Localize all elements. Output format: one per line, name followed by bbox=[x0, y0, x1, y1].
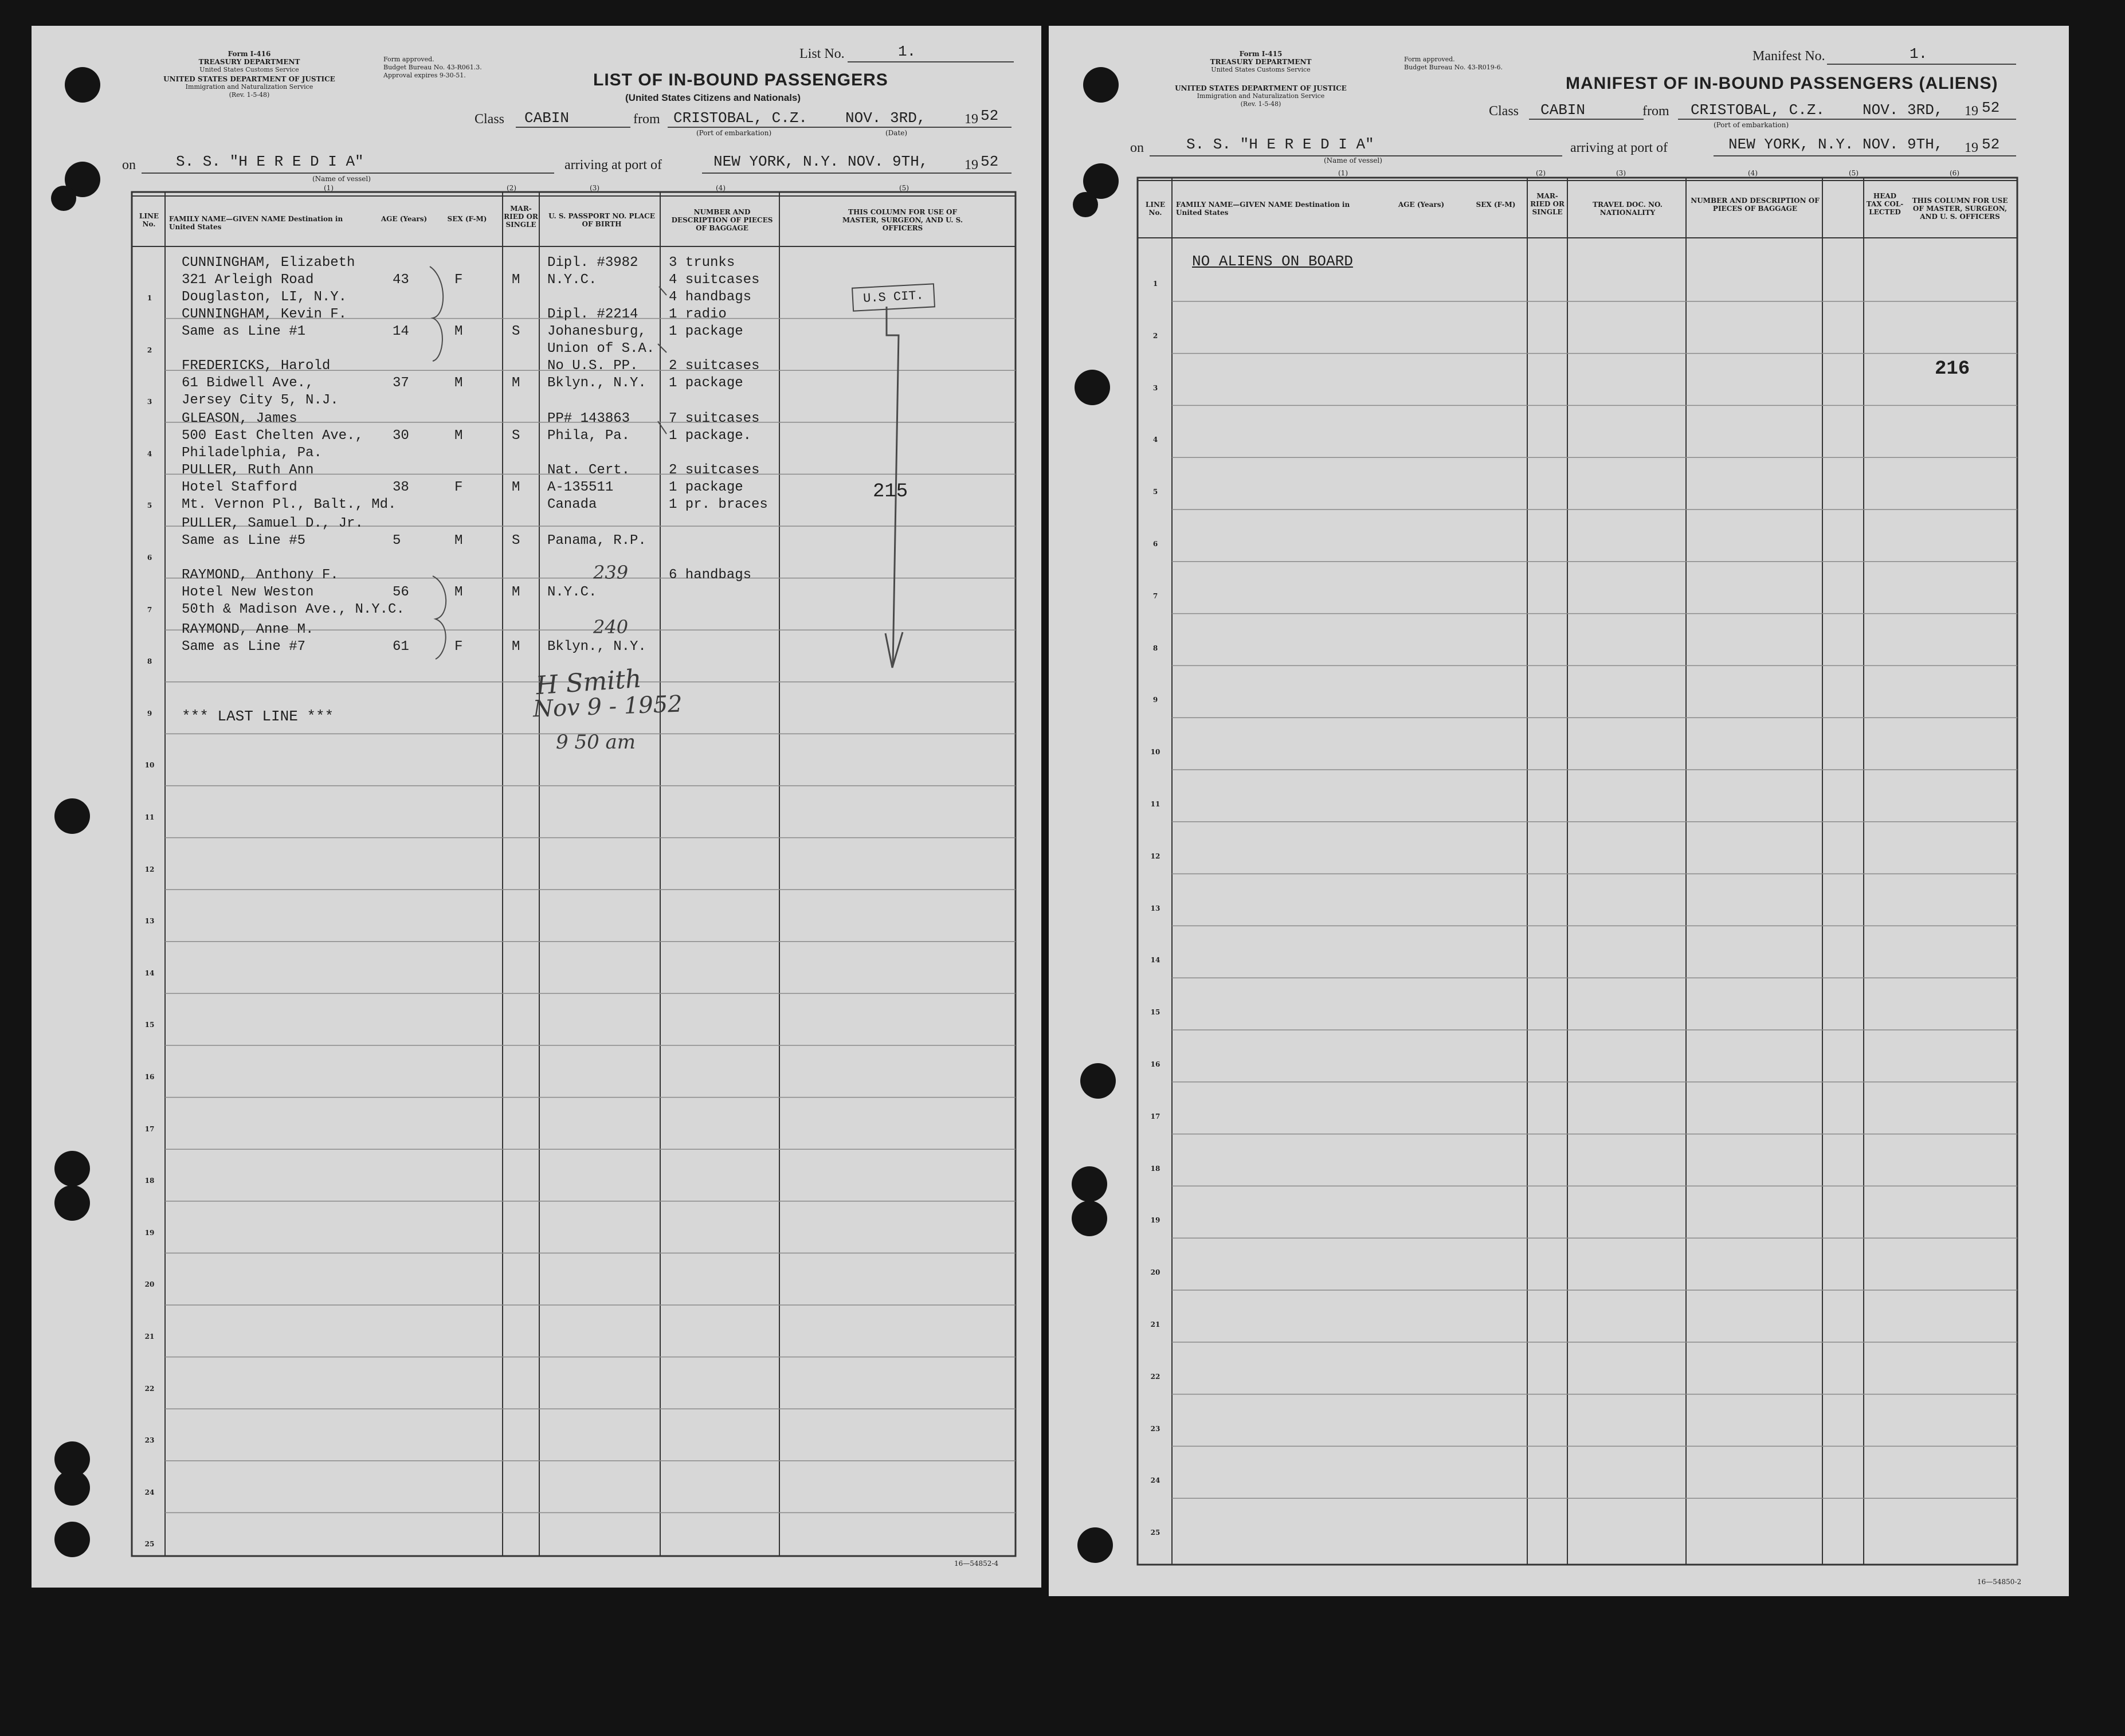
passenger-dest2: Douglaston, LI, N.Y. bbox=[182, 289, 347, 305]
col-num-4: (4) bbox=[716, 184, 726, 192]
col-num-1: (1) bbox=[1338, 169, 1348, 177]
passenger-pp2: Panama, R.P. bbox=[547, 533, 646, 548]
arrival-port-date: NEW YORK, N.Y. NOV. 9TH, bbox=[1728, 136, 1943, 153]
passenger-dest1: 321 Arleigh Road bbox=[182, 272, 314, 288]
col-num-2: (2) bbox=[507, 184, 516, 192]
vessel-caption: (Name of vessel) bbox=[312, 175, 371, 183]
line-number: 20 bbox=[1150, 1268, 1160, 1277]
line-number: 3 bbox=[1152, 383, 1158, 392]
passenger-age: 14 bbox=[393, 324, 409, 339]
stamp-arrow bbox=[32, 26, 1041, 1588]
line-number: 19 bbox=[1150, 1216, 1160, 1225]
arriving-label: arriving at port of bbox=[1570, 140, 1668, 155]
passenger-pp2: N.Y.C. bbox=[547, 585, 597, 600]
passenger-dest1: Same as Line #1 bbox=[182, 324, 306, 339]
passenger-pp2: N.Y.C. bbox=[547, 272, 597, 288]
passenger-dest1: Same as Line #5 bbox=[182, 533, 306, 548]
head-sex: SEX (F-M) bbox=[1476, 201, 1516, 209]
line-number: 5 bbox=[1152, 488, 1158, 496]
passenger-pp1: Dipl. #2214 bbox=[547, 307, 638, 322]
passenger-age: 30 bbox=[393, 428, 409, 444]
line-number: 15 bbox=[1150, 1008, 1160, 1017]
list-no-label: List No. bbox=[799, 46, 845, 61]
passenger-dest2: Philadelphia, Pa. bbox=[182, 445, 322, 461]
year-prefix: 19 bbox=[1965, 104, 1978, 119]
line-number: 14 bbox=[144, 969, 155, 977]
justice-dept: UNITED STATES DEPARTMENT OF JUSTICE bbox=[1175, 84, 1347, 92]
from-label: from bbox=[1642, 104, 1669, 119]
line-number: 10 bbox=[144, 761, 155, 770]
passenger-bag1: 2 suitcases bbox=[669, 358, 760, 374]
passenger-pp1: Dipl. #3982 bbox=[547, 255, 638, 271]
col-num-5: (5) bbox=[899, 184, 909, 192]
passenger-pp3: Canada bbox=[547, 497, 597, 512]
class-value: CABIN bbox=[1540, 101, 1586, 119]
passenger-age: 43 bbox=[393, 272, 409, 288]
class-label: Class bbox=[1489, 104, 1519, 119]
revision: (Rev. 1-5-48) bbox=[229, 91, 270, 99]
passenger-pp1: PP# 143863 bbox=[547, 411, 630, 426]
passenger-sex: M bbox=[454, 324, 463, 339]
passenger-bag1: 1 radio bbox=[669, 307, 727, 322]
line-number: 2 bbox=[1152, 331, 1158, 340]
date-caption: (Date) bbox=[885, 129, 908, 137]
officer-signature: H Smith bbox=[535, 664, 642, 701]
head-name: FAMILY NAME—GIVEN NAME Destination in United States bbox=[169, 215, 343, 231]
line-number: 9 bbox=[1152, 696, 1158, 704]
passenger-dest1: 500 East Chelten Ave., bbox=[182, 428, 363, 444]
passenger-ms: M bbox=[512, 375, 520, 391]
line-number: 17 bbox=[1150, 1112, 1160, 1120]
line-number: 18 bbox=[1150, 1164, 1160, 1173]
head-age: AGE (Years) bbox=[381, 215, 428, 223]
justice-dept: UNITED STATES DEPARTMENT OF JUSTICE bbox=[163, 75, 335, 83]
stamp-text: U.S CIT. bbox=[862, 288, 924, 306]
line-number: 25 bbox=[1150, 1529, 1160, 1537]
passenger-sex: M bbox=[454, 428, 463, 444]
passenger-dest1: Same as Line #7 bbox=[182, 639, 306, 655]
passenger-bag2: 1 package bbox=[669, 324, 743, 339]
line-number: 21 bbox=[1150, 1320, 1160, 1329]
arrival-year: 52 bbox=[981, 153, 999, 170]
line-number: 4 bbox=[147, 449, 152, 458]
passenger-name: RAYMOND, Anne M. bbox=[182, 622, 314, 637]
passenger-bag2: 4 suitcases bbox=[669, 272, 760, 288]
on-label: on bbox=[1130, 140, 1144, 155]
head-sex: SEX (F-M) bbox=[447, 215, 487, 223]
line-number: 8 bbox=[147, 657, 152, 666]
passenger-ms: M bbox=[512, 272, 520, 288]
tally-marks bbox=[430, 267, 666, 659]
line-number: 10 bbox=[1150, 748, 1160, 757]
line-number: 7 bbox=[147, 605, 152, 614]
passenger-name: RAYMOND, Anthony F. bbox=[182, 567, 339, 583]
line-number: 23 bbox=[144, 1436, 155, 1445]
line-number: 6 bbox=[1152, 540, 1158, 548]
head-married: MAR-RIED OR SINGLE bbox=[1530, 192, 1565, 216]
passenger-ms: M bbox=[512, 639, 520, 655]
passenger-age: 38 bbox=[393, 480, 409, 495]
line-number: 3 bbox=[147, 398, 152, 406]
form-title: MANIFEST OF IN-BOUND PASSENGERS (ALIENS) bbox=[1566, 74, 1998, 93]
head-baggage: NUMBER AND DESCRIPTION OF PIECES OF BAGGAGE bbox=[1691, 197, 1820, 213]
on-label: on bbox=[122, 158, 136, 173]
embark-port: CRISTOBAL, C.Z. bbox=[1691, 101, 1825, 119]
treasury-dept: TREASURY DEPARTMENT bbox=[198, 58, 300, 66]
passenger-pp2: A-135511 bbox=[547, 480, 614, 495]
port-embark-caption: (Port of embarkation) bbox=[1714, 121, 1789, 129]
passenger-bag3: 1 pr. braces bbox=[669, 497, 768, 512]
head-married: MAR-RIED OR SINGLE bbox=[504, 205, 538, 229]
line-number: 13 bbox=[1150, 904, 1160, 912]
passenger-bag2: 1 package bbox=[669, 375, 743, 391]
passenger-pp2: Bklyn., N.Y. bbox=[547, 375, 646, 391]
passenger-dest2: 50th & Madison Ave., N.Y.C. bbox=[182, 602, 405, 617]
line-number: 1 bbox=[147, 294, 152, 302]
arrival-year-prefix: 19 bbox=[1965, 140, 1978, 155]
line-number: 11 bbox=[144, 813, 155, 821]
head-tax: HEAD TAX COL-LECTED bbox=[1866, 192, 1904, 216]
line-number: 18 bbox=[144, 1177, 155, 1185]
customs-service: United States Customs Service bbox=[199, 66, 299, 73]
passenger-pp2: Johanesburg, bbox=[547, 324, 646, 339]
line-number: 11 bbox=[1150, 800, 1160, 808]
form-number: Form I-415 bbox=[1239, 50, 1283, 58]
col-num-2: (2) bbox=[1536, 169, 1546, 177]
form-number: Form I-416 bbox=[228, 50, 271, 58]
head-line-no: LINE No. bbox=[1145, 201, 1166, 217]
line-number: 22 bbox=[144, 1384, 155, 1393]
revision: (Rev. 1-5-48) bbox=[1240, 100, 1281, 108]
form-subtitle: (United States Citizens and Nationals) bbox=[625, 92, 801, 103]
head-officers: THIS COLUMN FOR USE OF MASTER, SURGEON, AND U. S. OFFICERS bbox=[842, 208, 963, 232]
passenger-name: CUNNINGHAM, Elizabeth bbox=[182, 255, 355, 271]
passenger-pp1: 239 bbox=[593, 562, 629, 583]
passenger-bag1: 2 suitcases bbox=[669, 463, 760, 478]
passenger-age: 61 bbox=[393, 639, 409, 655]
vessel-name: S. S. "H E R E D I A" bbox=[176, 153, 364, 170]
passenger-name: PULLER, Ruth Ann bbox=[182, 463, 314, 478]
col-num-5: (5) bbox=[1849, 169, 1859, 177]
treasury-dept: TREASURY DEPARTMENT bbox=[1210, 58, 1312, 66]
line-number: 16 bbox=[144, 1073, 155, 1081]
passenger-bag1: 3 trunks bbox=[669, 255, 735, 271]
manifest-no: 1. bbox=[1910, 45, 1928, 62]
citizens-passenger-list-sheet bbox=[32, 26, 1041, 1588]
line-number: 16 bbox=[1150, 1060, 1160, 1068]
ins-service: Immigration and Naturalization Service bbox=[1197, 92, 1325, 100]
line-number: 7 bbox=[1152, 591, 1158, 600]
embark-year: 52 bbox=[981, 107, 999, 124]
passenger-dest1: 61 Bidwell Ave., bbox=[182, 375, 314, 391]
col-num-4: (4) bbox=[1748, 169, 1758, 177]
embark-port: CRISTOBAL, C.Z. bbox=[673, 109, 808, 127]
embark-date: NOV. 3RD, bbox=[845, 109, 926, 127]
passenger-bag2: 1 package. bbox=[669, 428, 752, 444]
page-number: 215 bbox=[873, 481, 908, 503]
line-number: 1 bbox=[1152, 280, 1158, 288]
passenger-age: 37 bbox=[393, 375, 409, 391]
passenger-pp1: Nat. Cert. bbox=[547, 463, 630, 478]
passenger-name: FREDERICKS, Harold bbox=[182, 358, 331, 374]
passenger-name: CUNNINGHAM, Kevin F. bbox=[182, 307, 347, 322]
vessel-caption: (Name of vessel) bbox=[1324, 156, 1382, 164]
line-number: 24 bbox=[1150, 1476, 1160, 1485]
manifest-no-label: Manifest No. bbox=[1752, 49, 1825, 64]
line-number: 15 bbox=[144, 1021, 155, 1029]
class-label: Class bbox=[475, 112, 505, 127]
form-footer-code: 16—54850-2 bbox=[1977, 1578, 2022, 1586]
passenger-sex: F bbox=[454, 272, 463, 288]
line-number: 22 bbox=[1150, 1372, 1160, 1381]
passenger-ms: S bbox=[512, 324, 520, 339]
head-age: AGE (Years) bbox=[1398, 201, 1445, 209]
col-num-1: (1) bbox=[324, 184, 334, 192]
col-num-3: (3) bbox=[1616, 169, 1626, 177]
head-baggage: NUMBER AND DESCRIPTION OF PIECES OF BAGGAGE bbox=[671, 208, 773, 232]
passenger-ms: M bbox=[512, 585, 520, 600]
port-embark-caption: (Port of embarkation) bbox=[696, 129, 772, 137]
passenger-sex: F bbox=[454, 639, 463, 655]
head-officers: THIS COLUMN FOR USE OF MASTER, SURGEON, AND U. S. OFFICERS bbox=[1912, 197, 2008, 221]
approved-line1: Form approved. bbox=[383, 56, 434, 63]
line-number: 12 bbox=[144, 865, 155, 873]
line-number: 13 bbox=[144, 917, 155, 926]
year-prefix: 19 bbox=[965, 112, 978, 127]
ins-service: Immigration and Naturalization Service bbox=[185, 83, 313, 91]
page-number: 216 bbox=[1935, 358, 1970, 380]
arrival-year: 52 bbox=[1982, 136, 2000, 153]
passenger-name: GLEASON, James bbox=[182, 411, 297, 426]
line-number: 21 bbox=[144, 1333, 155, 1341]
passenger-dest2: Mt. Vernon Pl., Balt., Md. bbox=[182, 497, 397, 512]
passenger-ms: M bbox=[512, 480, 520, 495]
approved-line3: Approval expires 9-30-51. bbox=[383, 72, 466, 79]
passenger-age: 56 bbox=[393, 585, 409, 600]
vessel-name: S. S. "H E R E D I A" bbox=[1186, 136, 1374, 153]
form-footer-code: 16—54852-4 bbox=[954, 1559, 999, 1568]
line-number: 17 bbox=[144, 1124, 155, 1133]
arriving-label: arriving at port of bbox=[564, 158, 662, 173]
line-number: 2 bbox=[147, 346, 152, 354]
line-number: 9 bbox=[147, 709, 152, 718]
line-number: 12 bbox=[1150, 852, 1160, 860]
signature-date: Nov 9 - 1952 bbox=[532, 691, 683, 723]
head-name: FAMILY NAME—GIVEN NAME Destination in United States bbox=[1176, 201, 1350, 217]
passenger-sex: M bbox=[454, 585, 463, 600]
passenger-bag1: 7 suitcases bbox=[669, 411, 760, 426]
approved-line2: Budget Bureau No. 43-R019-6. bbox=[1404, 64, 1503, 71]
head-passport: U. S. PASSPORT NO. PLACE OF BIRTH bbox=[548, 212, 655, 228]
last-line-marker: *** LAST LINE *** bbox=[182, 708, 334, 725]
line-number: 14 bbox=[1150, 956, 1160, 965]
customs-service: United States Customs Service bbox=[1211, 66, 1311, 73]
line-number: 6 bbox=[147, 554, 152, 562]
arrival-year-prefix: 19 bbox=[965, 158, 978, 173]
passenger-ms: S bbox=[512, 428, 520, 444]
approved-line1: Form approved. bbox=[1404, 56, 1455, 63]
no-aliens-note: NO ALIENS ON BOARD bbox=[1192, 253, 1353, 270]
embark-date: NOV. 3RD, bbox=[1863, 101, 1943, 119]
list-no: 1. bbox=[898, 43, 916, 60]
passenger-sex: F bbox=[454, 480, 463, 495]
line-number: 24 bbox=[144, 1488, 155, 1496]
line-number: 8 bbox=[1152, 644, 1158, 652]
passenger-name: PULLER, Samuel D., Jr. bbox=[182, 516, 363, 531]
passenger-pp3: Union of S.A. bbox=[547, 341, 655, 356]
passenger-sex: M bbox=[454, 533, 463, 548]
arrival-port-date: NEW YORK, N.Y. NOV. 9TH, bbox=[713, 153, 928, 170]
aliens-manifest-sheet bbox=[1049, 26, 2069, 1596]
line-number: 20 bbox=[144, 1280, 155, 1289]
class-value: CABIN bbox=[524, 109, 570, 127]
embark-year: 52 bbox=[1982, 99, 2000, 116]
head-travel-doc: TRAVEL DOC. NO. NATIONALITY bbox=[1593, 201, 1663, 217]
passenger-pp1: No U.S. PP. bbox=[547, 358, 638, 374]
passenger-bag3: 4 handbags bbox=[669, 289, 752, 305]
passenger-sex: M bbox=[454, 375, 463, 391]
passenger-pp2: Bklyn., N.Y. bbox=[547, 639, 646, 655]
line-number: 25 bbox=[144, 1540, 155, 1549]
approved-line2: Budget Bureau No. 43-R061.3. bbox=[383, 64, 482, 71]
passenger-dest1: Hotel New Weston bbox=[182, 585, 314, 600]
passenger-bag2: 1 package bbox=[669, 480, 743, 495]
line-number: 5 bbox=[147, 501, 152, 510]
signature-time: 9 50 am bbox=[556, 731, 636, 754]
passenger-bag1: 6 handbags bbox=[669, 567, 752, 583]
col-num-3: (3) bbox=[590, 184, 599, 192]
line-number: 19 bbox=[144, 1228, 155, 1237]
line-number: 23 bbox=[1150, 1424, 1160, 1433]
passenger-pp1: 240 bbox=[593, 616, 629, 638]
form-title: LIST OF IN-BOUND PASSENGERS bbox=[593, 70, 888, 89]
passenger-age: 5 bbox=[393, 533, 401, 548]
passenger-dest2: Jersey City 5, N.J. bbox=[182, 393, 339, 408]
from-label: from bbox=[633, 112, 660, 127]
line-number: 4 bbox=[1152, 436, 1158, 444]
head-line-no: LINE No. bbox=[139, 212, 159, 228]
passenger-pp2: Phila, Pa. bbox=[547, 428, 630, 444]
col-num-6: (6) bbox=[1950, 169, 1959, 177]
passenger-dest1: Hotel Stafford bbox=[182, 480, 297, 495]
passenger-ms: S bbox=[512, 533, 520, 548]
